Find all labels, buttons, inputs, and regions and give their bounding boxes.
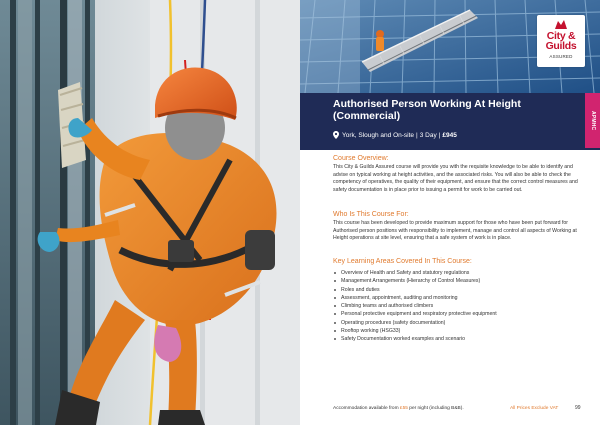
- list-item: Safety Documentation worked examples and scenario: [333, 335, 578, 343]
- list-item: Roles and duties: [333, 286, 578, 294]
- accommodation-suffix: per night (including B&B).: [407, 406, 464, 411]
- location-pin-icon: [333, 131, 339, 139]
- accommodation-price: £55: [399, 406, 408, 411]
- logo-wordmark: City & Guilds: [545, 30, 577, 52]
- course-code-label: APMHC: [590, 110, 596, 131]
- list-item: Climbing teams and authorised climbers: [333, 302, 578, 310]
- vat-note: All Prices Exclude VAT: [510, 406, 559, 411]
- course-title: Authorised Person Working At Height (Commercial): [333, 98, 521, 122]
- list-item: Operating procedures (safety documentation): [333, 319, 578, 327]
- list-item: Assessment, appointment, auditing and monitoring: [333, 294, 578, 302]
- meta-divider: |: [416, 132, 418, 139]
- list-item: Management Arrangements (Hierarchy of Control Measures): [333, 277, 578, 285]
- accommodation-note: [333, 405, 464, 412]
- course-price: £945: [442, 132, 457, 139]
- city-and-guilds-crest-icon: [554, 19, 568, 30]
- overview-heading: Course Overview:: [333, 155, 389, 162]
- meta-divider: |: [438, 132, 441, 139]
- course-duration: 3 Day: [419, 132, 437, 139]
- course-locations: York, Slough and On-site: [342, 132, 415, 139]
- logo-subtitle: ASSURED: [549, 54, 573, 59]
- audience-text: This course has been developed to provide maximum support for those who have been put forward for Authorised person positions with responsibility to implement, manage and control all aspects of Working at Height operations at site level, ensuring that a safe system of work is in place.: [333, 220, 577, 242]
- city-and-guilds-assured-logo: [537, 15, 585, 67]
- learning-heading: Key Learning Areas Covered In This Course:: [333, 258, 472, 265]
- learning-list: [333, 269, 578, 344]
- page-number: 99: [575, 405, 581, 411]
- list-item: Rooftop working (HSG33): [333, 327, 578, 335]
- audience-heading: Who Is This Course For:: [333, 211, 409, 218]
- overview-text: This City & Guilds Assured course will provide you with the requisite knowledge to be able to identify and advise on typical working at height activities, and the associated risks. You will also be able to check the competency of operatives, the quality of their equipment, and ensure that the correct control measures and safety documentation is in place prior to issuing a permit for work to be carried out.: [333, 164, 578, 193]
- course-meta: [333, 130, 457, 142]
- accommodation-prefix: Accommodation available from: [333, 406, 400, 411]
- list-item: Personal protective equipment and respiratory protective equipment: [333, 310, 578, 318]
- list-item: Overview of Health and Safety and statutory regulations: [333, 269, 578, 277]
